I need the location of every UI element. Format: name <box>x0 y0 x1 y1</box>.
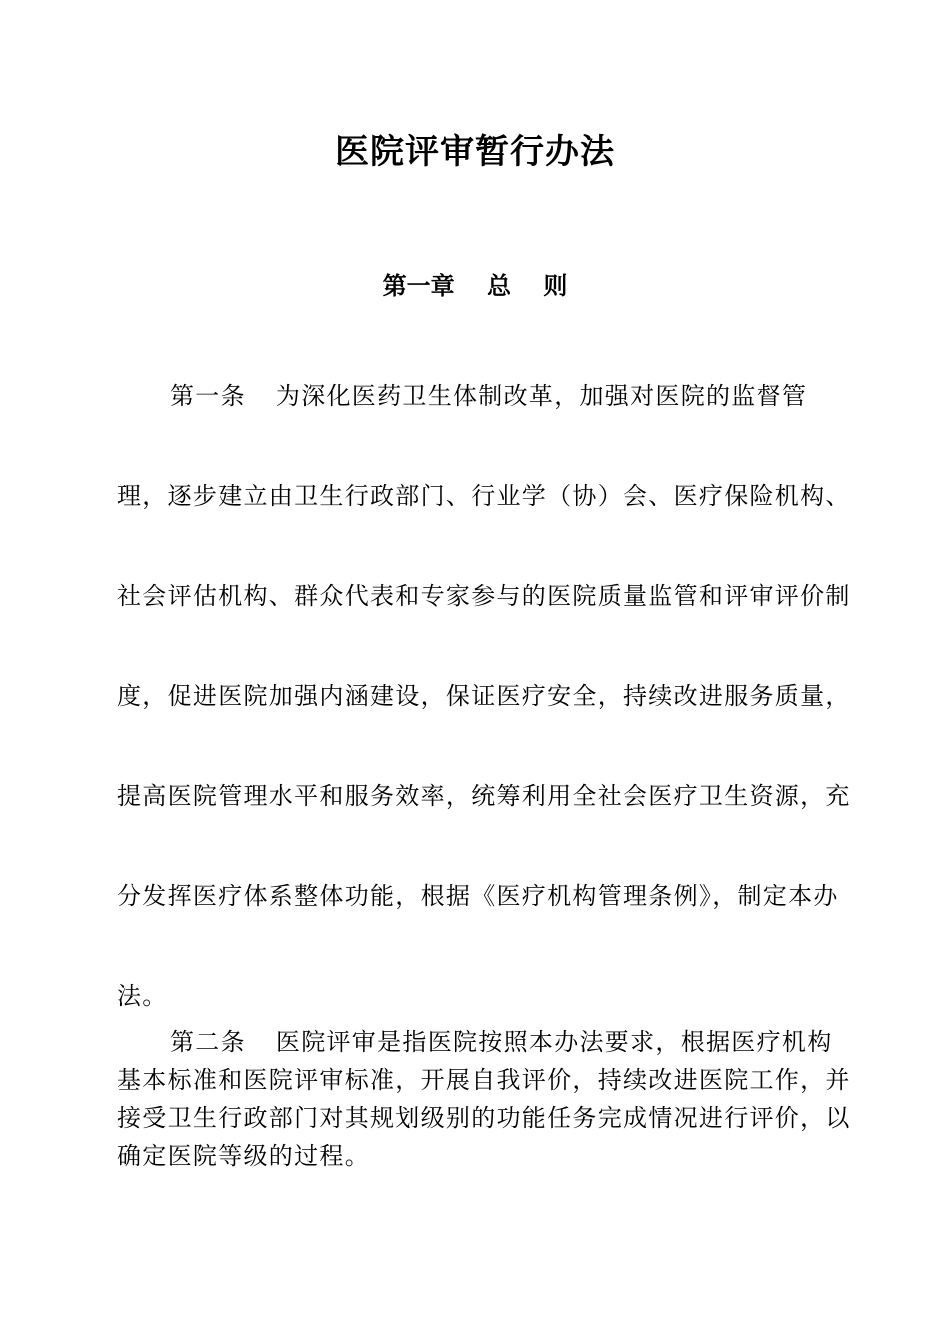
chapter-heading: 第一章 总 则 <box>382 271 568 300</box>
article-text: 为深化医药卫生体制改革，加强对医院的监督管理，逐步建立由卫生行政部门、行业学（协）会、医疗保险机构、社会评估机构、群众代表和专家参与的医院质量监管和评审评价制度，促进医院加强内涵建设，保证医疗安全，持续改进服务质量，提高医院管理水平和服务效率，统筹利用全社会医疗卫生资源，充分发挥医疗体系整体功能，根据《医疗机构管理条例》，制定本办法。 <box>117 382 851 1010</box>
article-number: 第一条 <box>170 382 246 410</box>
page-title: 医院评审暂行办法 <box>335 132 615 172</box>
article-text: 医院评审是指医院按照本办法要求，根据医疗机构基本标准和医院评审标准，开展自我评价，持续改进医院工作，并接受卫生行政部门对其规划级别的功能任务完成情况进行评价，以确定医院等级的过程。 <box>117 1028 851 1170</box>
article-1 <box>117 346 857 1046</box>
article-number: 第二条 <box>170 1028 246 1056</box>
article-2 <box>117 1023 857 1175</box>
